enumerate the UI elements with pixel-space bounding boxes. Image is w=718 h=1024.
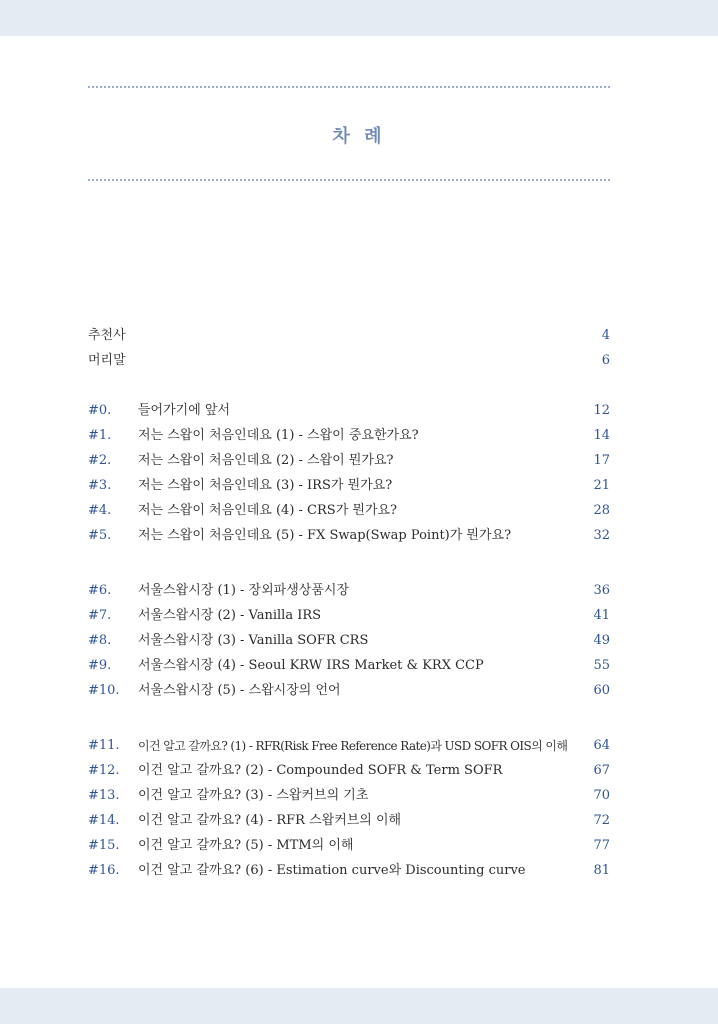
toc-entry-number: #7.	[88, 608, 112, 623]
toc-entry-page: 12	[593, 403, 610, 418]
toc-entry-title: 저는 스왑이 처음인데요 (2) - 스왑이 뭔가요?	[138, 453, 394, 468]
toc-entry-page: 41	[593, 608, 610, 623]
toc-entry-page: 4	[601, 328, 610, 343]
toc-entry-3[interactable]	[88, 475, 610, 497]
toc-entry-page: 28	[593, 503, 610, 518]
toc-entry-number: #12.	[88, 763, 120, 778]
toc-entry-page: 55	[593, 658, 610, 673]
toc-entry-14[interactable]	[88, 810, 610, 832]
toc-entry-title: 저는 스왑이 처음인데요 (3) - IRS가 뭔가요?	[138, 478, 393, 493]
toc-entry-0[interactable]	[88, 400, 610, 422]
toc-entry-page: 72	[593, 813, 610, 828]
toc-entry-title: 이건 알고 갈까요? (6) - Estimation curve와 Discounting curve	[138, 863, 526, 878]
toc-entry-page: 17	[593, 453, 610, 468]
toc-entry-number: #14.	[88, 813, 120, 828]
header-band	[0, 0, 718, 36]
toc-entry-number: #9.	[88, 658, 112, 673]
toc-entry-page: 70	[593, 788, 610, 803]
toc-entry-4[interactable]	[88, 500, 610, 522]
toc-entry-title: 저는 스왑이 처음인데요 (4) - CRS가 뭔가요?	[138, 503, 398, 518]
toc-entry-title: 저는 스왑이 처음인데요 (1) - 스왑이 중요한가요?	[138, 428, 419, 443]
toc-entry-title: 서울스왑시장 (2) - Vanilla IRS	[138, 608, 322, 623]
toc-entry-title: 이건 알고 갈까요? (2) - Compounded SOFR & Term SOFR	[138, 763, 503, 778]
toc-entry-5[interactable]	[88, 525, 610, 547]
toc-entry-2[interactable]	[88, 450, 610, 472]
toc-entry-number: #6.	[88, 583, 112, 598]
footer-band	[0, 988, 718, 1024]
toc-entry-12[interactable]	[88, 760, 610, 782]
toc-entry-10[interactable]	[88, 680, 610, 702]
toc-entry-number: #5.	[88, 528, 112, 543]
toc-entry-number: #11.	[88, 738, 120, 753]
toc-entry-number: #10.	[88, 683, 120, 698]
toc-entry-number: #3.	[88, 478, 112, 493]
toc-entry-page: 14	[593, 428, 610, 443]
toc-entry-number: #0.	[88, 403, 112, 418]
toc-entry-page: 21	[593, 478, 610, 493]
toc-entry-number: #1.	[88, 428, 112, 443]
toc-entry-9[interactable]	[88, 655, 610, 677]
toc-entry-page: 36	[593, 583, 610, 598]
toc-entry-title: 들어가기에 앞서	[138, 403, 231, 418]
toc-entry-page: 81	[593, 863, 610, 878]
toc-entry-15[interactable]	[88, 835, 610, 857]
toc-entry-title: 추천사	[88, 328, 126, 343]
toc-entry-title: 이건 알고 갈까요? (5) - MTM의 이해	[138, 838, 354, 853]
toc-entry-title: 서울스왑시장 (3) - Vanilla SOFR CRS	[138, 633, 369, 648]
toc-entry-6[interactable]	[88, 580, 610, 602]
toc-entry-page: 49	[593, 633, 610, 648]
bottom-dotted-divider	[88, 179, 610, 181]
toc-entry-recommendation[interactable]	[88, 325, 610, 347]
toc-entry-title: 이건 알고 갈까요? (4) - RFR 스왑커브의 이해	[138, 813, 402, 828]
toc-entry-number: #13.	[88, 788, 120, 803]
toc-entry-number: #2.	[88, 453, 112, 468]
toc-entry-1[interactable]	[88, 425, 610, 447]
toc-entry-number: #8.	[88, 633, 112, 648]
toc-entry-page: 77	[593, 838, 610, 853]
toc-entry-16[interactable]	[88, 860, 610, 882]
toc-entry-page: 60	[593, 683, 610, 698]
toc-entry-page: 32	[593, 528, 610, 543]
toc-entry-title: 서울스왑시장 (5) - 스왑시장의 언어	[138, 683, 341, 698]
toc-entry-page: 6	[601, 353, 610, 368]
toc-entry-11[interactable]	[88, 735, 610, 757]
toc-entry-number: #16.	[88, 863, 120, 878]
toc-entry-page: 64	[593, 738, 610, 753]
toc-entry-title: 머리말	[88, 353, 126, 368]
toc-entry-number: #15.	[88, 838, 120, 853]
toc-entry-title: 서울스왑시장 (4) - Seoul KRW IRS Market & KRX CCP	[138, 658, 484, 673]
toc-entry-title: 저는 스왑이 처음인데요 (5) - FX Swap(Swap Point)가 뭔가요?	[138, 528, 512, 543]
toc-entry-number: #4.	[88, 503, 112, 518]
toc-entry-title: 서울스왑시장 (1) - 장외파생상품시장	[138, 583, 350, 598]
toc-entry-7[interactable]	[88, 605, 610, 627]
toc-entry-title: 이건 알고 갈까요? (3) - 스왑커브의 기초	[138, 788, 369, 803]
toc-entry-page: 67	[593, 763, 610, 778]
toc-entry-8[interactable]	[88, 630, 610, 652]
toc-entry-13[interactable]	[88, 785, 610, 807]
page-title: 차 례	[332, 126, 386, 147]
toc-entry-title: 이건 알고 갈까요? (1) - RFR(Risk Free Reference Rate)과 USD SOFR OIS의 이해	[138, 739, 568, 753]
toc-entry-preface[interactable]	[88, 350, 610, 372]
top-dotted-divider	[88, 86, 610, 88]
